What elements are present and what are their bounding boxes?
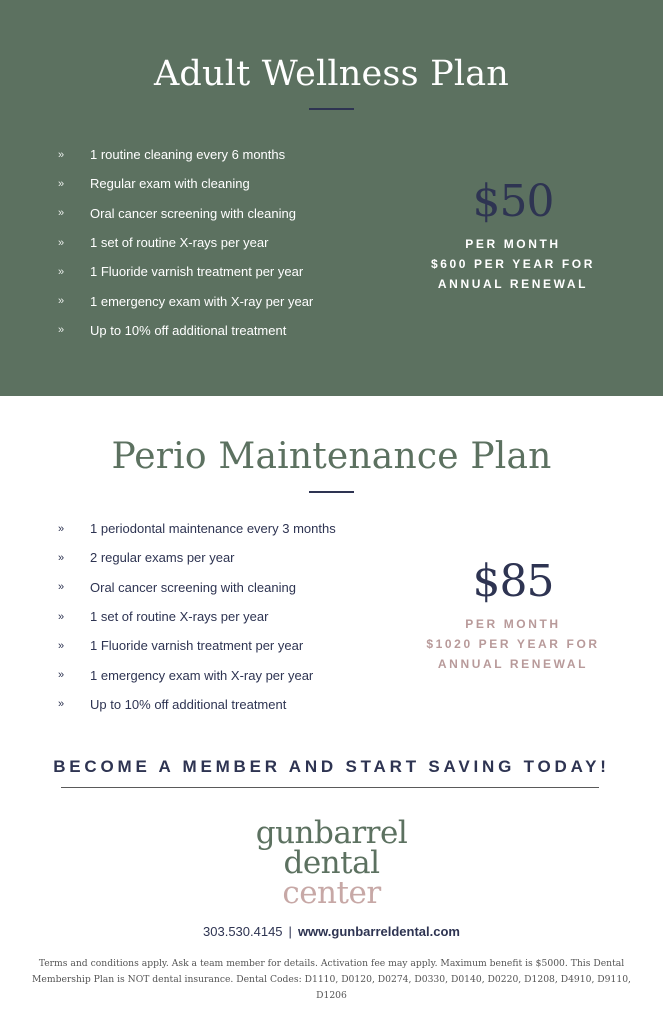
- gunbarrel-dental-logo: [0, 815, 663, 911]
- bullet-icon: »: [58, 265, 65, 278]
- feature-item: » Up to 10% off additional treatment: [58, 696, 287, 712]
- bullet-icon: »: [58, 639, 65, 652]
- feature-item: » Oral cancer screening with cleaning: [58, 205, 296, 221]
- feature-item: » 1 set of routine X-rays per year: [58, 609, 269, 625]
- price-renewal: ANNUAL RENEWAL: [437, 277, 589, 291]
- price-annual: $600 PER YEAR FOR: [430, 257, 596, 271]
- bullet-icon: »: [58, 324, 65, 337]
- price-annual: $1020 PER YEAR FOR: [426, 637, 600, 651]
- bullet-icon: »: [58, 669, 65, 682]
- perio-plan-features: [58, 514, 336, 719]
- feature-item: » Regular exam with cleaning: [58, 176, 250, 192]
- separator: |: [288, 924, 292, 939]
- feature-item: » Up to 10% off additional treatment: [58, 322, 287, 338]
- bullet-icon: »: [58, 177, 65, 190]
- bullet-icon: »: [58, 148, 65, 161]
- perio-price-box: [413, 556, 613, 674]
- feature-item: » Oral cancer screening with cleaning: [58, 579, 296, 595]
- adult-wellness-section: [0, 0, 663, 396]
- feature-item: » 1 Fluoride varnish treatment per year: [58, 638, 304, 654]
- logo-line-1: gunbarrel: [255, 815, 408, 851]
- feature-item: » 1 periodontal maintenance every 3 months: [58, 521, 336, 537]
- perio-price: $85: [472, 556, 554, 607]
- adult-price-box: [413, 176, 613, 294]
- bullet-icon: »: [58, 207, 65, 220]
- bullet-icon: »: [58, 698, 65, 711]
- feature-item: » 1 Fluoride varnish treatment per year: [58, 264, 304, 280]
- terms-line-2: Membership Plan is NOT dental insurance. Dental Codes: D1110, D0120, D0274, D0330, D0140, D0220, D1208, D4910, D9110, D1206: [32, 974, 631, 1001]
- feature-item: » 1 routine cleaning every 6 months: [58, 147, 286, 163]
- feature-item: » 1 emergency exam with X-ray per year: [58, 667, 314, 683]
- bullet-icon: »: [58, 522, 65, 535]
- feature-item: » 1 set of routine X-rays per year: [58, 235, 269, 251]
- bullet-icon: »: [58, 295, 65, 308]
- bullet-icon: »: [58, 610, 65, 623]
- membership-call-to-action: BECOME A MEMBER AND START SAVING TODAY!: [53, 757, 610, 776]
- price-renewal: ANNUAL RENEWAL: [437, 657, 589, 671]
- bullet-icon: »: [58, 581, 65, 594]
- contact-info: [0, 924, 663, 939]
- adult-price: $50: [472, 176, 554, 227]
- feature-item: » 2 regular exams per year: [58, 550, 235, 566]
- feature-item: » 1 emergency exam with X-ray per year: [58, 293, 314, 309]
- logo-line-3: center: [282, 875, 381, 911]
- terms-line-1: Terms and conditions apply. Ask a team member for details. Activation fee may apply. Maximum benefit is $5000. This Dental: [38, 958, 625, 969]
- website-link[interactable]: www.gunbarreldental.com: [297, 924, 460, 939]
- logo-line-2: dental: [283, 845, 380, 881]
- adult-plan-title: Adult Wellness Plan: [153, 54, 510, 94]
- title-underline: [309, 108, 354, 110]
- divider: [61, 787, 599, 788]
- price-period: PER MONTH: [465, 237, 561, 251]
- phone-number[interactable]: 303.530.4145: [203, 924, 283, 939]
- bullet-icon: »: [58, 236, 65, 249]
- perio-plan-title: Perio Maintenance Plan: [111, 436, 552, 477]
- adult-plan-features: [58, 140, 313, 345]
- bullet-icon: »: [58, 551, 65, 564]
- title-underline: [309, 491, 354, 493]
- price-period: PER MONTH: [465, 617, 561, 631]
- terms-and-conditions: [20, 956, 643, 1004]
